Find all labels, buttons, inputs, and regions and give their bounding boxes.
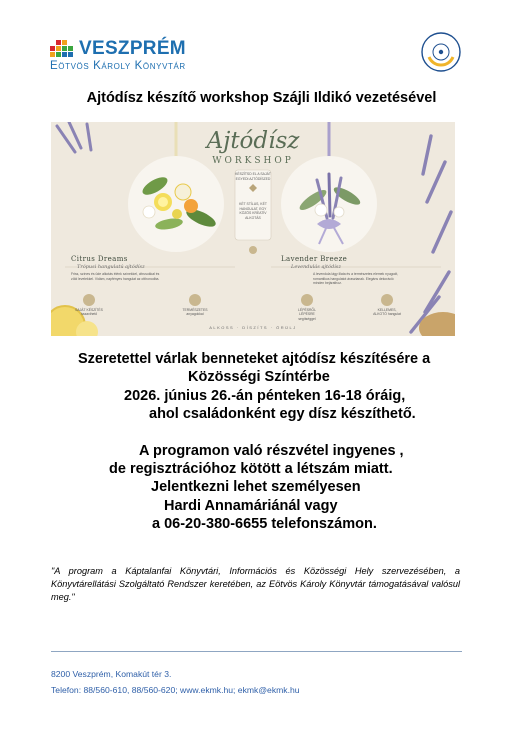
poster-right-text: A levendula lágy illata és a természetes elemek nyugodt, romantikus hangulatot árasztanak. Elegáns dekoráció minden bejárathoz.	[313, 272, 399, 286]
body-line: a 06-20-380-6655 telefonszámon.	[152, 516, 377, 533]
page-title: Ajtódísz készítő workshop Szájli Ildikó vezetésével	[86, 90, 437, 106]
body-line-empty	[0, 424, 523, 442]
body-line: 2026. június 26.-án pénteken 16-18 óráig,	[124, 387, 406, 404]
footer-divider	[51, 651, 462, 652]
body-line: Jelentkezni lehet személyesen	[151, 479, 361, 496]
poster-left-title: Citrus Dreams	[71, 255, 128, 263]
library-logo	[50, 38, 210, 74]
poster-right-subtitle: Levendulás ajtódísz	[291, 264, 341, 270]
logo-subtitle: Eötvös Károly Könyvtár	[50, 60, 186, 72]
footer-contact: Telefon: 88/560-610, 88/560-620; www.ekmk.hu; ekmk@ekmk.hu	[51, 684, 300, 695]
badge-icon	[301, 294, 313, 306]
poster-right-title: Lavender Breeze	[281, 255, 348, 263]
sponsor-note: "A program a Káptalanfai Könyvtári, Információs és Közösségi Hely szervezésében, a Könyvtárellátási Szolgáltató Rendszer keretében, az Eötvös Károly Könyvtár támogatásával valósul meg."	[51, 566, 460, 602]
body-line: de regisztrációhoz kötött a létszám miatt.	[109, 461, 393, 478]
body-line: Hardi Annamáriánál vagy	[164, 497, 338, 514]
body-line: Közösségi Színtérbe	[188, 369, 330, 386]
badge-icon	[83, 294, 95, 306]
logo-pixel-mark-icon	[50, 40, 76, 62]
poster-badge: KELLEMES, ALKOTÓ hangulat	[371, 294, 403, 317]
poster-bottom-tagline: ALKOSS · DÍSZÍTS · ÖRÜLJ	[209, 325, 297, 330]
body-line: Szeretettel várlak benneteket ajtódísz készítésére a	[78, 351, 431, 367]
badge-icon	[381, 294, 393, 306]
poster-badge: LÉPÉSRŐL LÉPÉSRE segítséggel	[291, 294, 323, 321]
poster-title: Ajtódísz	[206, 128, 300, 154]
poster-left-text: Friss, színes és üde alkotás élénk színekkel, citrusokkal és zöld levelekkel. Vidám, napfényes hangulat az otthonodba.	[71, 272, 160, 281]
poster-left-subtitle: Trópusi hangulatú ajtódísz	[77, 264, 145, 270]
workshop-poster	[51, 122, 455, 336]
footer	[51, 667, 300, 698]
poster-badge: SAJÁT KÉSZÍTÉS hazavihető	[73, 294, 105, 317]
body-line: ahol családonként egy dísz készíthető.	[149, 406, 416, 423]
footer-address: 8200 Veszprém, Komakút tér 3.	[51, 669, 172, 679]
badge-icon	[189, 294, 201, 306]
poster-center-mid-text: KÉT STÍLUS, KÉT HANGULAT, EGY KÖZÖS KREATÍV ALKOTÁS	[239, 202, 267, 220]
invitation-text	[0, 350, 523, 534]
poster-badge: TERMÉSZETES anyagokkal	[179, 294, 211, 317]
body-line: A programon való részvétel ingyenes ,	[139, 442, 404, 459]
logo-name: VESZPRÉM	[79, 38, 186, 59]
poster-subtitle: WORKSHOP	[212, 156, 294, 166]
poster-center-top-text: KÉSZÍTSD EL A SAJÁT EGYEDI AJTÓDÍSZED	[235, 172, 271, 181]
library-seal-icon	[419, 30, 463, 74]
